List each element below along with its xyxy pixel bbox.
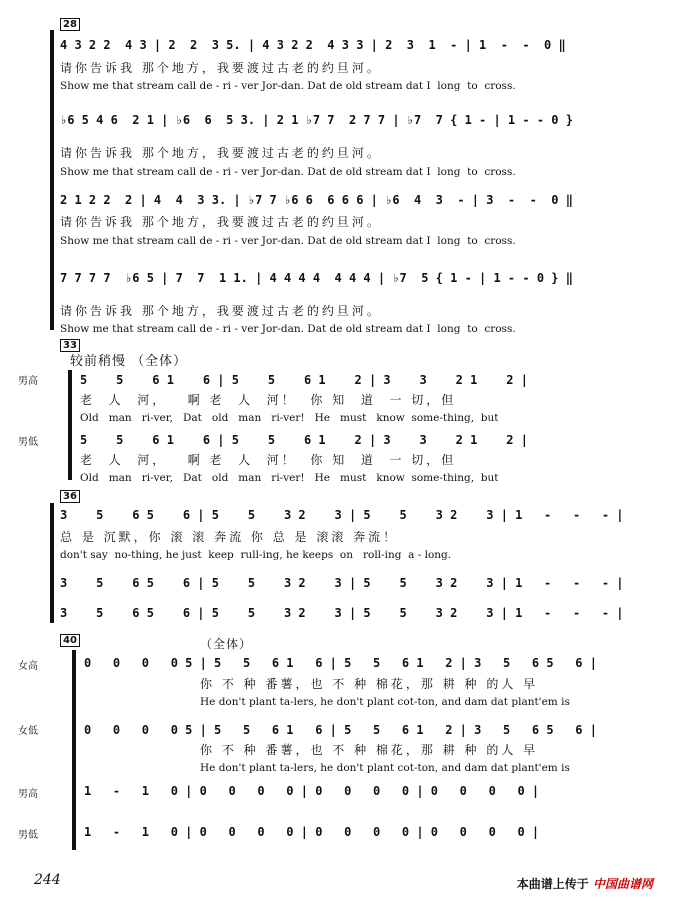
lyrics-zh: 你 不 种 番薯，也 不 种 棉花，那 耕 种 的人 早 [200,677,539,691]
music-line: 3 5 6 5 6 | 5 5 3 2 3 | 5 5 3 2 3 | 1 - - - | [60,508,624,522]
source-prefix: 本曲谱上传于 [516,877,589,891]
lyrics-zh: 总 是 沉默，你 滚 滚 奔流 你 总 是 滚滚 奔流！ [60,530,399,544]
voice-label-alto: 女低 [18,726,38,737]
tempo-mark: 较前稍慢 （全体） [70,354,188,369]
lyrics-en: Old man ri-ver, Dat old man ri-ver! He must know some-thing, but [80,472,499,484]
music-line: 1 - 1 0 | 0 0 0 0 | 0 0 0 0 | 0 0 0 0 | [84,825,540,839]
lyrics-zh: 老 人 河， 啊 老 人 河！ 你 知 道 一 切，但 [80,453,457,467]
lyrics-zh: 请你告诉我 那个地方，我要渡过古老的约旦河。 [60,304,382,318]
voice-label-soprano: 女高 [18,661,38,672]
voice-label-bass: 男低 [18,437,38,448]
music-line: 0 0 0 0 5 | 5 5 6 1 6 | 5 5 6 1 2 | 3 5 6 5 6 | [84,656,597,670]
music-line: 3 5 6 5 6 | 5 5 3 2 3 | 5 5 3 2 3 | 1 - - - | [60,606,624,620]
lyrics-zh: 你 不 种 番薯，也 不 种 棉花，那 耕 种 的人 早 [200,743,539,757]
lyrics-en: don't say no-thing, he just keep rull-ing, he keeps on roll-ing a - long. [60,549,452,561]
lyrics-en: He don't plant ta-lers, he don't plant cot-ton, and dam dat plant'em is [200,762,570,774]
section-mark: （全体） [200,637,253,651]
music-line: 5 5 6 1 6 | 5 5 6 1 2 | 3 3 2 1 2 | [80,433,528,447]
voice-label-tenor: 男高 [18,376,38,387]
lyrics-en: Show me that stream call de - ri - ver Jor-dan. Dat de old stream dat I long to cross. [60,166,516,178]
measure-number: 36 [60,490,80,503]
page-number: 244 [34,872,61,888]
system-bracket [68,370,72,480]
music-line: 3 5 6 5 6 | 5 5 3 2 3 | 5 5 3 2 3 | 1 - - - | [60,576,624,590]
lyrics-zh: 请你告诉我 那个地方，我要渡过古老的约旦河。 [60,215,382,229]
lyrics-en: Show me that stream call de - ri - ver Jor-dan. Dat de old stream dat I long to cross. [60,235,516,247]
lyrics-en: He don't plant ta-lers, he don't plant cot-ton, and dam dat plant'em is [200,696,570,708]
measure-number: 40 [60,634,80,647]
voice-label-bass: 男低 [18,830,38,841]
lyrics-en: Show me that stream call de - ri - ver Jor-dan. Dat de old stream dat I long to cross. [60,323,516,335]
lyrics-zh: 老 人 河， 啊 老 人 河！ 你 知 道 一 切，但 [80,393,457,407]
system-bracket [50,503,54,623]
music-line: 4 3 2 2 4 3 | 2 2 3 5. | 4 3 2 2 4 3 3 | 2 3 1 - | 1 - - 0 ‖ [60,38,566,52]
site-logo[interactable]: 中国曲谱网 [592,877,653,891]
system-bracket [50,30,54,330]
music-line: 2 1 2 2 2 | 4 4 3 3. | ♭7 7 ♭6 6 6 6 6 | ♭6 4 3 - | 3 - - 0 ‖ [60,193,573,207]
lyrics-zh: 请你告诉我 那个地方，我要渡过古老的约旦河。 [60,61,382,75]
music-line: 1 - 1 0 | 0 0 0 0 | 0 0 0 0 | 0 0 0 0 | [84,784,540,798]
lyrics-en: Show me that stream call de - ri - ver Jor-dan. Dat de old stream dat I long to cross. [60,80,516,92]
system-bracket [72,650,76,850]
lyrics-zh: 请你告诉我 那个地方，我要渡过古老的约旦河。 [60,146,382,160]
lyrics-en: Old man ri-ver, Dat old man ri-ver! He must know some-thing, but [80,412,499,424]
music-line: ♭6 5 4 6 2 1 | ♭6 6 5 3. | 2 1 ♭7 7 2 7 7 | ♭7 7 { 1 - | 1 - - 0 } [60,113,573,127]
voice-label-tenor: 男高 [18,789,38,800]
music-line: 7 7 7 7 ♭6 5 | 7 7 1 1. | 4 4 4 4 4 4 4 | ♭7 5 { 1 - | 1 - - 0 } ‖ [60,271,573,285]
music-line: 5 5 6 1 6 | 5 5 6 1 2 | 3 3 2 1 2 | [80,373,528,387]
measure-number: 28 [60,18,80,31]
source-credit [517,875,653,892]
music-line: 0 0 0 0 5 | 5 5 6 1 6 | 5 5 6 1 2 | 3 5 6 5 6 | [84,723,597,737]
measure-number: 33 [60,339,80,352]
